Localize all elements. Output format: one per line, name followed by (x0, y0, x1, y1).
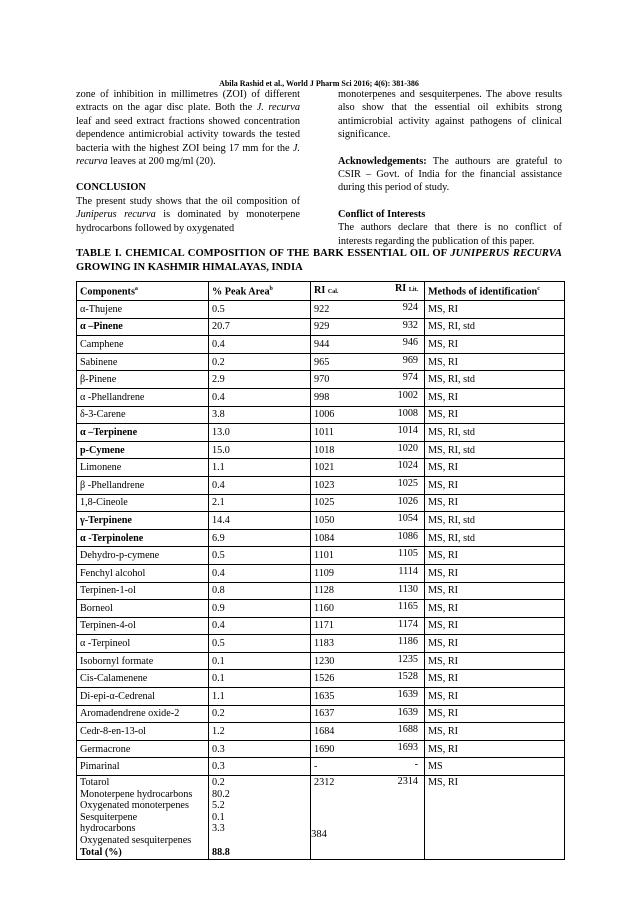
peak-area: 0.5 (209, 301, 311, 319)
identification-method: MS, RI (425, 476, 565, 494)
peak-area: 2.9 (209, 371, 311, 389)
table-row (77, 582, 565, 600)
ri-literature: 1008 (397, 407, 418, 419)
ri-calculated: 1684 (314, 726, 335, 738)
ri-calculated: 1101 (314, 550, 334, 562)
peak-area: 14.4 (209, 512, 311, 530)
ri-calculated: 1160 (314, 602, 334, 614)
identification-method: MS, RI (425, 776, 565, 860)
component-name: α –Pinene (77, 318, 209, 336)
retention-index (311, 740, 425, 758)
ri-calculated: 998 (314, 391, 330, 403)
identification-method: MS, RI (425, 336, 565, 354)
peak-area (209, 776, 311, 860)
ri-literature: 1025 (397, 477, 418, 489)
component-name: α -Terpinolene (77, 529, 209, 547)
component-name: Germacrone (77, 740, 209, 758)
summary-label: Total (%) (80, 846, 122, 858)
retention-index (311, 670, 425, 688)
summary-label: Totarol (80, 777, 110, 789)
ri-calculated: 1637 (314, 708, 335, 720)
ri-calculated: 1021 (314, 462, 335, 474)
peak-area: 0.1 (209, 670, 311, 688)
ri-calculated: 2312 (314, 777, 335, 789)
peak-area: 0.4 (209, 388, 311, 406)
component-name: Aromadendrene oxide-2 (77, 705, 209, 723)
identification-method: MS, RI (425, 670, 565, 688)
component-name: p-Cymene (77, 441, 209, 459)
ri-literature: 1174 (398, 618, 418, 630)
peak-area: 0.4 (209, 336, 311, 354)
ri-calculated: 1025 (314, 497, 335, 509)
table-header-row (77, 282, 565, 301)
summary-label: Oxygenated monoterpenes (80, 800, 189, 812)
summary-value: 5.2 (212, 800, 225, 812)
component-name (77, 776, 209, 860)
retention-index (311, 459, 425, 477)
ri-calculated: 1023 (314, 479, 335, 491)
identification-method: MS, RI, std (425, 371, 565, 389)
component-name: β -Phellandrene (77, 476, 209, 494)
ri-literature: 1020 (397, 442, 418, 454)
peak-area: 1.1 (209, 459, 311, 477)
body-paragraph: zone of inhibition in millimetres (ZOI) of different extracts on the agar disc plate. Both the J. recurva leaf and seed extract fractions showed concentration dependence antimicrobial activity towards the tested bacteria with the highest ZOI being 17 mm for the J. recurva leaves at 200 mg/ml (20). (76, 89, 301, 168)
identification-method: MS, RI (425, 617, 565, 635)
component-name: 1,8-Cineole (77, 494, 209, 512)
ri-literature: 1130 (398, 583, 418, 595)
table-row (77, 758, 565, 776)
ri-calculated: 1011 (314, 426, 334, 438)
ri-literature: 1026 (397, 495, 418, 507)
retention-index (311, 406, 425, 424)
component-name: Pimarinal (77, 758, 209, 776)
ri-calculated: 1128 (314, 585, 334, 597)
summary-value: 0.1 (212, 811, 225, 823)
peak-area: 20.7 (209, 318, 311, 336)
component-name: Terpinen-1-ol (77, 582, 209, 600)
ri-literature: 1114 (398, 565, 418, 577)
ri-literature: 1054 (397, 513, 418, 525)
component-name: α-Thujene (77, 301, 209, 319)
conflict-heading: Conflict of Interests (338, 208, 426, 220)
retention-index (311, 723, 425, 741)
ri-literature: 1639 (397, 706, 418, 718)
ri-calculated: 1635 (314, 690, 335, 702)
ri-literature: 946 (402, 337, 418, 349)
summary-label: Sesquiterpene (80, 811, 138, 823)
identification-method: MS, RI (425, 740, 565, 758)
peak-area: 6.9 (209, 529, 311, 547)
acknowledgements-paragraph: Acknowledgements: The authours are grateful to CSIR – Govt. of India for the financial assistance during this period of study. (338, 155, 562, 194)
retention-index (311, 301, 425, 319)
header-components: Components$^a$ (77, 282, 209, 301)
ri-literature: 1002 (397, 389, 418, 401)
identification-method: MS, RI (425, 688, 565, 706)
peak-area: 0.4 (209, 617, 311, 635)
ri-calculated: 1526 (314, 673, 335, 685)
conflict-paragraph: The authors declare that there is no conflict of interests regarding the publication of this paper. (338, 222, 562, 247)
identification-method: MS, RI (425, 600, 565, 618)
table-title: TABLE I. CHEMICAL COMPOSITION OF THE BARK ESSENTIAL OIL OF JUNIPERUS RECURVA GROWING IN KASHMIR HIMALAYAS, INDIA (76, 248, 562, 273)
peak-area: 0.5 (209, 547, 311, 565)
component-name: Fenchyl alcohol (77, 564, 209, 582)
ri-literature: 1186 (398, 636, 418, 648)
component-name: Limonene (77, 459, 209, 477)
peak-area: 0.4 (209, 476, 311, 494)
peak-area: 0.3 (209, 758, 311, 776)
ri-calculated: 1050 (314, 514, 335, 526)
ri-literature: 1235 (397, 653, 418, 665)
component-name: Terpinen-4-ol (77, 617, 209, 635)
ri-literature: - (414, 759, 418, 771)
component-name: Camphene (77, 336, 209, 354)
ri-calculated: 965 (314, 356, 330, 368)
table-row (77, 353, 565, 371)
retention-index (311, 635, 425, 653)
ri-calculated: 1230 (314, 655, 335, 667)
identification-method: MS, RI (425, 301, 565, 319)
header-peak-area: % Peak Area$^b$ (209, 282, 311, 301)
table-row (77, 512, 565, 530)
ri-calculated: 929 (314, 321, 330, 333)
ri-calculated: 1109 (314, 567, 334, 579)
peak-area: 0.8 (209, 582, 311, 600)
retention-index (311, 776, 425, 860)
peak-area: 1.2 (209, 723, 311, 741)
table-row (77, 336, 565, 354)
summary-value: 80.2 (212, 788, 230, 800)
peak-area: 15.0 (209, 441, 311, 459)
peak-area: 13.0 (209, 424, 311, 442)
retention-index (311, 705, 425, 723)
running-header-text: Abila Rashid et al., World J Pharm Sci 2016; 4(6): 381-386 (219, 79, 419, 88)
component-name: Cedr-8-en-13-ol (77, 723, 209, 741)
identification-method: MS, RI (425, 564, 565, 582)
component-name: Sabinene (77, 353, 209, 371)
retention-index (311, 336, 425, 354)
ri-literature: 1014 (397, 425, 418, 437)
identification-method: MS, RI (425, 494, 565, 512)
retention-index (311, 441, 425, 459)
component-name: Cis-Calamenene (77, 670, 209, 688)
header-methods: Methods of identification$^c$ (425, 282, 565, 301)
ri-calculated: - (314, 761, 318, 773)
component-name: Dehydro-p-cymene (77, 547, 209, 565)
table-row (77, 564, 565, 582)
ri-calculated: 1690 (314, 743, 335, 755)
retention-index (311, 758, 425, 776)
table-row (77, 494, 565, 512)
table-row (77, 670, 565, 688)
peak-area: 2.1 (209, 494, 311, 512)
ri-literature: 2314 (397, 776, 418, 788)
retention-index (311, 353, 425, 371)
identification-method: MS, RI, std (425, 529, 565, 547)
identification-method: MS, RI, std (425, 441, 565, 459)
peak-area: 1.1 (209, 688, 311, 706)
table-row (77, 459, 565, 477)
identification-method: MS, RI (425, 652, 565, 670)
page-number: 384 (311, 829, 327, 840)
retention-index (311, 564, 425, 582)
ri-literature: 1086 (397, 530, 418, 542)
table-row (77, 688, 565, 706)
summary-label: Oxygenated sesquiterpenes (80, 835, 192, 846)
summary-label: Monoterpene hydrocarbons (80, 788, 193, 800)
summary-value: 88.8 (212, 846, 230, 858)
component-name: α –Terpinene (77, 424, 209, 442)
component-name: Di-epi-α-Cedrenal (77, 688, 209, 706)
ri-literature: 932 (402, 319, 418, 331)
ri-literature: 1639 (397, 689, 418, 701)
table-row (77, 529, 565, 547)
table-row (77, 740, 565, 758)
header-ri: RI Cal. RI Lit. (311, 282, 425, 301)
ri-calculated: 922 (314, 303, 330, 315)
component-name: β-Pinene (77, 371, 209, 389)
ri-calculated: 1171 (314, 620, 334, 632)
ri-calculated: 1006 (314, 409, 335, 421)
component-name: α -Terpineol (77, 635, 209, 653)
table-row (77, 406, 565, 424)
table-row (77, 424, 565, 442)
component-name: α -Phellandrene (77, 388, 209, 406)
ri-literature: 1165 (398, 601, 418, 613)
component-name: δ-3-Carene (77, 406, 209, 424)
identification-method: MS, RI (425, 723, 565, 741)
table-row (77, 388, 565, 406)
body-paragraph: monoterpenes and sesquiterpenes. The above results also show that the essential oil exhibits strong antimicrobial activity against pathogens of clinical significance. (338, 89, 562, 141)
table-row (77, 301, 565, 319)
identification-method: MS, RI (425, 635, 565, 653)
identification-method: MS, RI (425, 547, 565, 565)
table-row (77, 652, 565, 670)
table-row (77, 705, 565, 723)
right-column (338, 88, 562, 248)
retention-index (311, 600, 425, 618)
ri-calculated: 970 (314, 374, 330, 386)
table-row (77, 723, 565, 741)
identification-method: MS, RI, std (425, 318, 565, 336)
ri-literature: 924 (402, 302, 418, 313)
table-row (77, 600, 565, 618)
table-row (77, 617, 565, 635)
component-name: Borneol (77, 600, 209, 618)
peak-area: 0.3 (209, 740, 311, 758)
table-row (77, 476, 565, 494)
summary-label: hydrocarbons (80, 823, 136, 835)
ri-literature: 1688 (397, 724, 418, 736)
component-name: Isobornyl formate (77, 652, 209, 670)
table-row (77, 776, 565, 860)
conclusion-heading: CONCLUSION (76, 182, 146, 194)
ri-calculated: 944 (314, 338, 330, 350)
table-row (77, 441, 565, 459)
summary-value: 3.3 (212, 823, 225, 835)
table-row (77, 318, 565, 336)
retention-index (311, 424, 425, 442)
summary-value: 0.2 (212, 777, 225, 789)
retention-index (311, 617, 425, 635)
retention-index (311, 494, 425, 512)
retention-index (311, 652, 425, 670)
peak-area: 0.1 (209, 652, 311, 670)
identification-method: MS, RI (425, 705, 565, 723)
retention-index (311, 688, 425, 706)
identification-method: MS, RI (425, 459, 565, 477)
peak-area: 0.5 (209, 635, 311, 653)
conclusion-paragraph: The present study shows that the oil composition of Juniperus recurva is dominated by monoterpene hydrocarbons followed by oxygenated (76, 195, 301, 234)
retention-index (311, 547, 425, 565)
retention-index (311, 512, 425, 530)
ri-calculated: 1018 (314, 444, 335, 456)
peak-area: 3.8 (209, 406, 311, 424)
peak-area: 0.9 (209, 600, 311, 618)
table-row (77, 371, 565, 389)
identification-method: MS, RI, std (425, 424, 565, 442)
ri-literature: 1105 (398, 548, 418, 560)
identification-method: MS (425, 758, 565, 776)
component-name: γ-Terpinene (77, 512, 209, 530)
retention-index (311, 388, 425, 406)
composition-table (76, 281, 565, 860)
peak-area: 0.2 (209, 353, 311, 371)
table-row (77, 547, 565, 565)
ri-literature: 969 (402, 354, 418, 366)
table-row (77, 635, 565, 653)
identification-method: MS, RI (425, 582, 565, 600)
identification-method: MS, RI (425, 353, 565, 371)
ri-literature: 974 (402, 372, 418, 384)
retention-index (311, 371, 425, 389)
identification-method: MS, RI (425, 406, 565, 424)
ri-literature: 1693 (397, 741, 418, 753)
ri-literature: 1024 (397, 460, 418, 472)
retention-index (311, 582, 425, 600)
peak-area: 0.4 (209, 564, 311, 582)
retention-index (311, 529, 425, 547)
ri-calculated: 1084 (314, 532, 335, 544)
ri-literature: 1528 (397, 671, 418, 683)
retention-index (311, 318, 425, 336)
identification-method: MS, RI (425, 388, 565, 406)
ri-calculated: 1183 (314, 638, 334, 650)
retention-index (311, 476, 425, 494)
peak-area: 0.2 (209, 705, 311, 723)
identification-method: MS, RI, std (425, 512, 565, 530)
left-column (76, 88, 300, 235)
